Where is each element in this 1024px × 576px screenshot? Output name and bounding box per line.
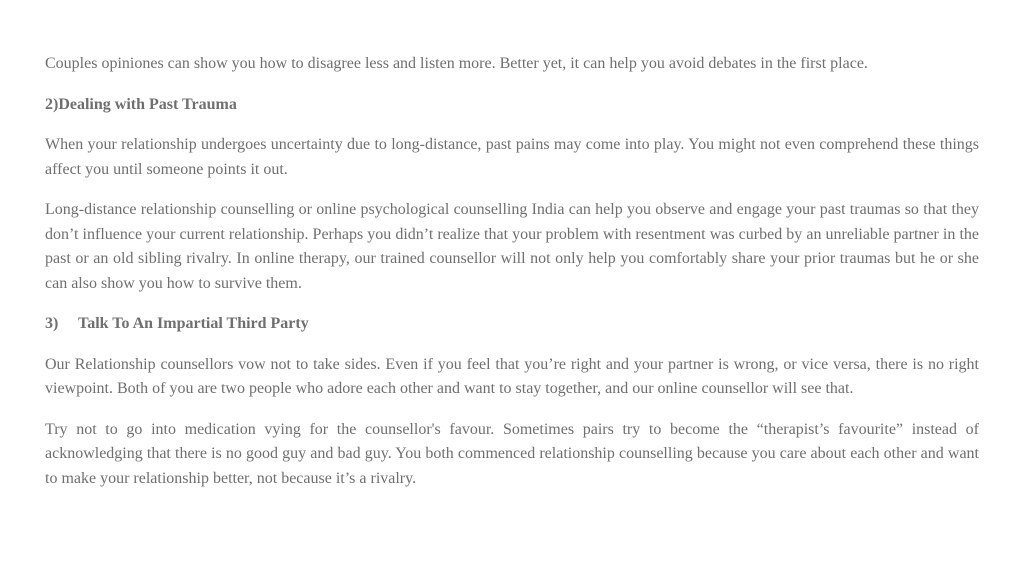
section-2-paragraph-2: Long-distance relationship counselling or online psychological counselling India can help you observe and engage your past traumas so that they don’t influence your current relationship. Perhaps you didn’t realize that your problem with resentment was curbed by an unreliable partner in the past or an old sibling rivalry. In online therapy, our trained counsellor will not only help you comfortably share your prior traumas but he or she can also show you how to survive them. (45, 201, 979, 292)
section-2-heading: 2)Dealing with Past Trauma (45, 95, 237, 113)
section-3-paragraph-1: Our Relationship counsellors vow not to take sides. Even if you feel that you’re right and your partner is wrong, or vice versa, there is no right viewpoint. Both of you are two people who adore each other and want to stay together, and our online counsellor will see that. (45, 355, 979, 397)
section-3-title: Talk To An Impartial Third Party (78, 315, 309, 332)
intro-paragraph: Couples opiniones can show you how to disagree less and listen more. Better yet, it can help you avoid debates in the first place. (45, 55, 868, 72)
section-3-number: 3) (45, 315, 59, 332)
section-3-heading (45, 312, 979, 337)
document-page (45, 52, 979, 507)
section-3-paragraph-2: Try not to go into medication vying for the counsellor's favour. Sometimes pairs try to become the “therapist’s favourite” instead of acknowledging that there is no good guy and bad guy. You both commenced relationship counselling because you care about each other and want to make your relationship better, not because it’s a rivalry. (45, 420, 979, 487)
section-2-paragraph-1: When your relationship undergoes uncertainty due to long-distance, past pains may come into play. You might not even comprehend these things affect you until someone points it out. (45, 136, 979, 178)
